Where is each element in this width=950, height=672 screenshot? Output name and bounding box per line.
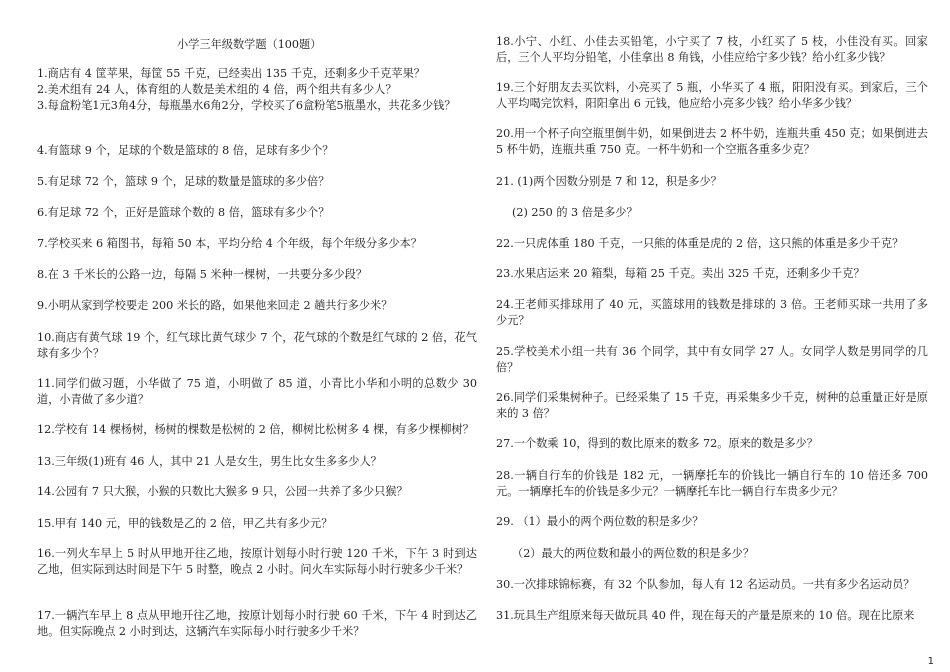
question-21-part-1: 21. (1)两个因数分别是 7 和 12，积是多少？ bbox=[496, 175, 722, 188]
question-26: 26.同学们采集树种子。已经采集了 15 千克，再采集多少千克，树种的总重量正好是原来的 3 倍？ bbox=[496, 391, 928, 420]
question-17: 17.一辆汽车早上 8 点从甲地开往乙地，按原计划每小时行驶 60 千米，下午 4 时到达乙地。但实际晚点 2 小时到达，这辆汽车实际每小时行驶多少千米？ bbox=[37, 609, 477, 638]
question-31: 31.玩具生产组原来每天做玩具 40 件，现在每天的产量是原来的 10 倍。现在比原来 bbox=[496, 609, 915, 622]
question-4: 4.有篮球 9 个，足球的个数是篮球的 8 倍，足球有多少个？ bbox=[37, 144, 334, 157]
question-19: 19.三个好朋友去买饮料，小亮买了 5 瓶，小华买了 4 瓶，阳阳没有买。到家后，三个人平均喝完饮料，阳阳拿出 6 元钱，他应给小亮多少钱？给小华多少钱？ bbox=[496, 81, 928, 110]
question-9: 9.小明从家到学校要走 200 米长的路，如果他来回走 2 趟共行多少米？ bbox=[37, 299, 393, 312]
question-5: 5.有足球 72 个，篮球 9 个，足球的数量是篮球的多少倍？ bbox=[37, 175, 330, 188]
question-13: 13.三年级(1)班有 46 人，其中 21 人是女生，男生比女生多多少人？ bbox=[37, 455, 382, 468]
question-15: 15.甲有 140 元，甲的钱数是乙的 2 倍，甲乙共有多少元？ bbox=[37, 517, 333, 530]
question-27: 27.一个数乘 10，得到的数比原来的数多 72。原来的数是多少？ bbox=[496, 437, 818, 450]
question-11: 11.同学们做习题，小华做了 75 道，小明做了 85 道，小青比小华和小明的总数少 30 道，小青做了多少道？ bbox=[37, 377, 477, 406]
question-29-part-1: 29. （1）最小的两个两位数的积是多少？ bbox=[496, 515, 704, 528]
question-1: 1.商店有 4 筐苹果，每筐 55 千克，已经卖出 135 千克，还剩多少千克苹果？ bbox=[37, 67, 425, 80]
question-22: 22.一只虎体重 180 千克，一只熊的体重是虎的 2 倍，这只熊的体重是多少千克？ bbox=[496, 237, 904, 250]
question-18: 18.小宁、小红、小佳去买铅笔，小宁买了 7 枝，小红买了 5 枝，小佳没有买。回家后，三个人平均分铅笔，小佳拿出 8 角钱，小佳应给宁多少钱？给小红多少钱？ bbox=[496, 35, 928, 64]
page-number: 1 bbox=[927, 656, 934, 667]
question-16: 16.一列火车早上 5 时从甲地开往乙地，按原计划每小时行驶 120 千米，下午 3 时到达乙地，但实际到达时间是下午 5 时整，晚点 2 小时。问火车实际每小时行驶多少千米？ bbox=[37, 547, 477, 576]
question-25: 25.学校美术小组一共有 36 个同学，其中有女同学 27 人。女同学人数是男同学的几倍？ bbox=[496, 345, 928, 374]
question-7: 7.学校买来 6 箱图书，每箱 50 本，平均分给 4 个年级，每个年级分多少本？ bbox=[37, 237, 422, 250]
question-24: 24.王老师买排球用了 40 元，买篮球用的钱数是排球的 3 倍。王老师买球一共用了多少元？ bbox=[496, 298, 928, 327]
page-title: 小学三年级数学题（100题） bbox=[177, 38, 322, 51]
question-28: 28.一辆自行车的价钱是 182 元，一辆摩托车的价钱比一辆自行车的 10 倍还多 700 元。一辆摩托车的价钱是多少元？一辆摩托车比一辆自行车贵多少元？ bbox=[496, 469, 928, 498]
question-21-part-2: (2) 250 的 3 倍是多少？ bbox=[512, 206, 638, 219]
question-29-part-2: （2）最大的两位数和最小的两位数的积是多少？ bbox=[512, 547, 755, 560]
question-10: 10.商店有黄气球 19 个，红气球比黄气球少 7 个，花气球的个数是红气球的 2 倍，花气球有多少个？ bbox=[37, 331, 477, 360]
question-6: 6.有足球 72 个，正好是篮球个数的 8 倍，篮球有多少个？ bbox=[37, 206, 330, 219]
question-2: 2.美术组有 24 人，体育组的人数是美术组的 4 倍，两个组共有多少人？ bbox=[37, 83, 397, 96]
question-23: 23.水果店运来 20 箱梨，每箱 25 千克。卖出 325 千克，还剩多少千克？ bbox=[496, 267, 865, 280]
question-12: 12.学校有 14 棵杨树，杨树的棵数是松树的 2 倍，柳树比松树多 4 棵，有多少棵柳树？ bbox=[37, 423, 474, 436]
question-8: 8.在 3 千米长的公路一边，每隔 5 米种一棵树，一共要分多少段？ bbox=[37, 268, 368, 281]
question-14: 14.公园有 7 只大猴，小猴的只数比大猴多 9 只，公园一共养了多少只猴？ bbox=[37, 485, 408, 498]
question-3: 3.每盒粉笔1元3角4分，每瓶墨水6角2分，学校买了6盒粉笔5瓶墨水，共花多少钱？ bbox=[37, 99, 456, 112]
question-30: 30.一次排球锦标赛，有 32 个队参加，每人有 12 名运动员。一共有多少名运动员？ bbox=[496, 578, 915, 591]
question-20: 20.用一个杯子向空瓶里倒牛奶，如果倒进去 2 杯牛奶，连瓶共重 450 克；如果倒进去 5 杯牛奶，连瓶共重 750 克。一杯牛奶和一个空瓶各重多少克？ bbox=[496, 127, 928, 156]
